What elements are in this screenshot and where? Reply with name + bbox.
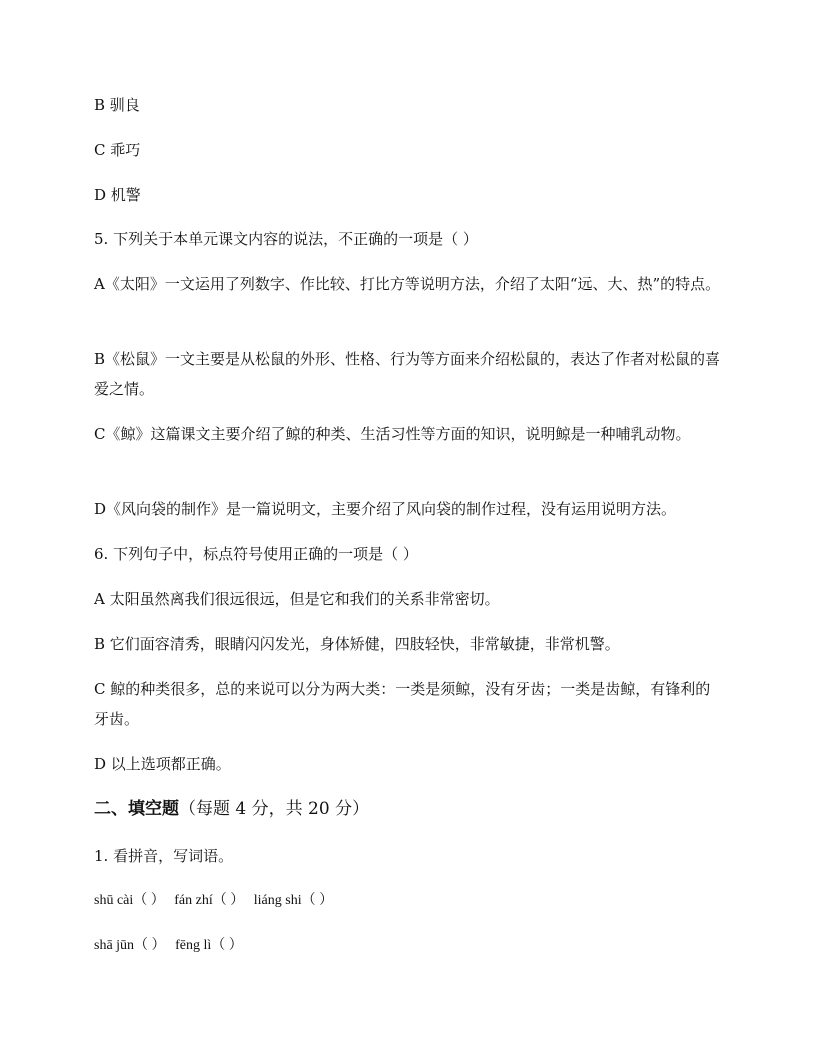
question-6-option-c: C 鲸的种类很多，总的来说可以分为两大类：一类是须鲸，没有牙齿；一类是齿鲸，有锋利的牙齿。 <box>94 680 711 728</box>
option-b-tame: B 驯良 <box>94 96 140 114</box>
pinyin-row-1 <box>94 886 339 916</box>
option-d-alert: D 机警 <box>94 186 141 204</box>
question-6-stem: 6. 下列句子中，标点符号使用正确的一项是（ ） <box>94 545 418 563</box>
question-5-option-d: D《风向袋的制作》是一篇说明文，主要介绍了风向袋的制作过程，没有运用说明方法。 <box>94 500 677 518</box>
question-6-option-b: B 它们面容清秀，眼睛闪闪发光，身体矫健，四肢轻快，非常敏捷，非常机警。 <box>94 635 620 653</box>
pinyin-row-2 <box>94 931 249 961</box>
section-2-title: 二、填空题 <box>94 799 179 819</box>
question-5-option-a: A《太阳》一文运用了列数字、作比较、打比方等说明方法，介绍了太阳“远、大、热”的特点。 <box>94 275 721 293</box>
pinyin-item: liáng shi（ ） <box>253 893 334 908</box>
pinyin-item: shā jūn（ ） <box>94 938 166 953</box>
question-5-stem: 5. 下列关于本单元课文内容的说法，不正确的一项是（ ） <box>94 230 478 248</box>
question-6-option-d: D 以上选项都正确。 <box>94 755 231 773</box>
question-6-option-a: A 太阳虽然离我们很远很远，但是它和我们的关系非常密切。 <box>94 590 500 608</box>
pinyin-item: fán zhí（ ） <box>174 893 245 908</box>
fill-question-1-stem: 1. 看拼音，写词语。 <box>94 847 234 865</box>
option-c-clever: C 乖巧 <box>94 141 141 159</box>
section-2-heading <box>94 794 369 824</box>
question-5-option-c: C《鲸》这篇课文主要介绍了鲸的种类、生活习性等方面的知识，说明鲸是一种哺乳动物。 <box>94 425 691 443</box>
section-2-subtitle: （每题 4 分，共 20 分） <box>179 799 370 819</box>
pinyin-item: fēng lì（ ） <box>175 938 243 953</box>
pinyin-item: shū cài（ ） <box>94 893 165 908</box>
question-5-option-b: B《松鼠》一文主要是从松鼠的外形、性格、行为等方面来介绍松鼠的，表达了作者对松鼠的喜爱之情。 <box>94 350 721 398</box>
